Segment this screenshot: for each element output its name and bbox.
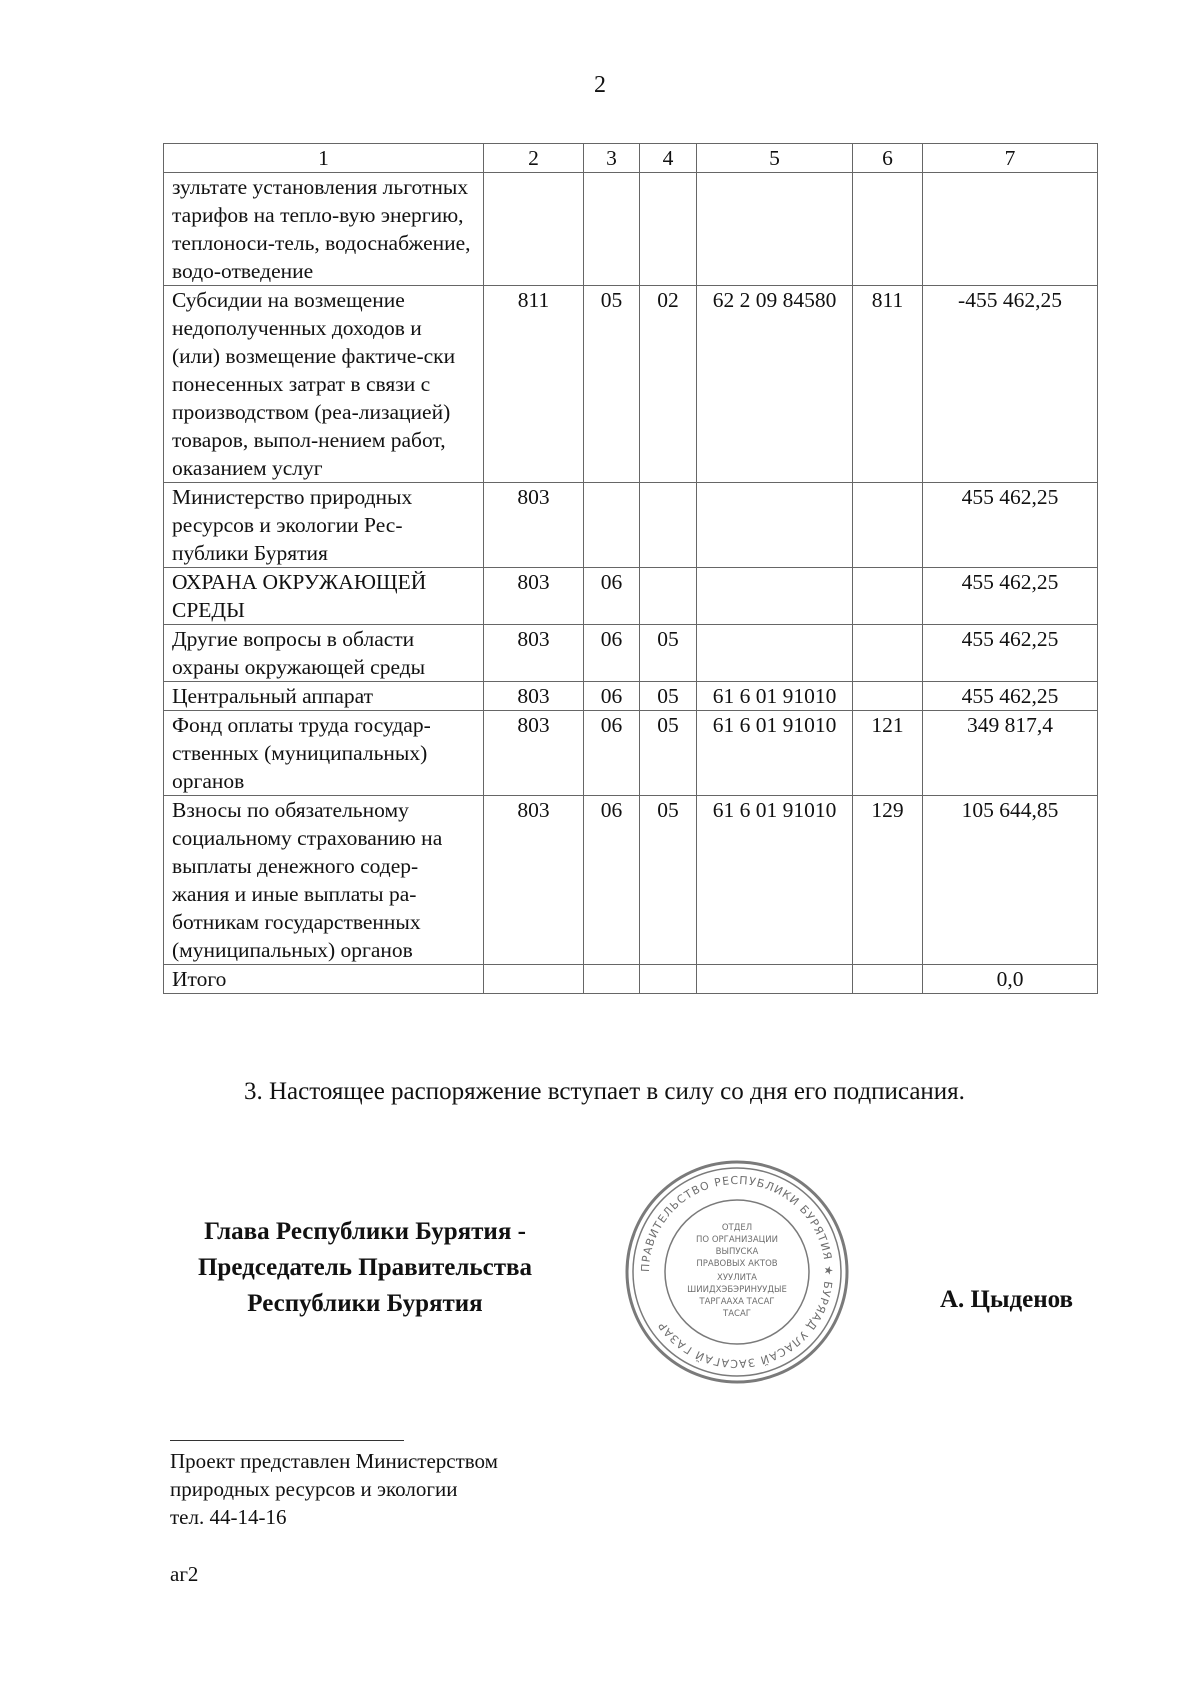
stamp-outer-text: ПРАВИТЕЛЬСТВО РЕСПУБЛИКИ БУРЯТИЯ ★ БУРЯАД УЛАСАЙ ЗАСАГАЙ ГАЗАР: [638, 1173, 836, 1371]
section-cell: 06: [584, 682, 640, 711]
budget-table: [163, 143, 1098, 994]
table-row: [164, 483, 1098, 568]
target-article-cell: [697, 625, 853, 682]
table-row: [164, 711, 1098, 796]
amount-cell: 455 462,25: [923, 625, 1098, 682]
svg-text:ПРАВИТЕЛЬСТВО РЕСПУБЛИКИ БУРЯТ: [639, 1174, 835, 1370]
signer-title-line: Глава Республики Бурятия -: [204, 1218, 526, 1245]
stamp-inner-line: ОТДЕЛ: [721, 1223, 753, 1233]
target-article-cell: 62 2 09 84580: [697, 286, 853, 483]
amount-cell: 455 462,25: [923, 682, 1098, 711]
column-header: 6: [853, 144, 923, 173]
row-name-cell: Субсидии на возмещение недополученных доходов и (или) возмещение фактиче-ски понесенных затрат в связи с производством (реа-лизацией) товаров, выпол-нением работ, оказанием услуг: [164, 286, 484, 483]
expense-type-cell: [853, 625, 923, 682]
expense-type-cell: [853, 682, 923, 711]
amount-cell: [923, 173, 1098, 286]
amount-cell: 0,0: [923, 965, 1098, 994]
row-name-cell: Итого: [164, 965, 484, 994]
section-cell: [584, 173, 640, 286]
ministry-code-cell: [484, 173, 584, 286]
stamp-inner-line: ХУУЛИТА: [717, 1273, 757, 1283]
official-stamp: [623, 1158, 851, 1386]
table-row: [164, 286, 1098, 483]
page-number: 2: [594, 72, 606, 98]
signer-name: А. Цыденов: [940, 1286, 1074, 1313]
section-cell: 05: [584, 286, 640, 483]
amount-cell: 105 644,85: [923, 796, 1098, 965]
subsection-cell: 05: [640, 711, 697, 796]
expense-type-cell: [853, 568, 923, 625]
target-article-cell: 61 6 01 91010: [697, 796, 853, 965]
signer-title: [160, 1214, 570, 1322]
column-header: 7: [923, 144, 1098, 173]
signer-title-line: Республики Бурятия: [247, 1290, 483, 1317]
amount-cell: 455 462,25: [923, 483, 1098, 568]
column-header: 1: [164, 144, 484, 173]
footnote-line: Проект представлен Министерством: [170, 1449, 498, 1473]
amount-cell: 349 817,4: [923, 711, 1098, 796]
clause-paragraph: 3. Настоящее распоряжение вступает в силу со дня его подписания.: [244, 1078, 965, 1105]
section-cell: [584, 483, 640, 568]
row-name-cell: ОХРАНА ОКРУЖАЮЩЕЙ СРЕДЫ: [164, 568, 484, 625]
row-name-cell: зультате установления льготных тарифов на тепло-вую энергию, теплоноси-тель, водоснабжение, водо-отведение: [164, 173, 484, 286]
expense-type-cell: [853, 965, 923, 994]
ministry-code-cell: 811: [484, 286, 584, 483]
section-cell: 06: [584, 568, 640, 625]
table-row: [164, 682, 1098, 711]
expense-type-cell: 129: [853, 796, 923, 965]
target-article-cell: [697, 568, 853, 625]
footnote: [170, 1447, 498, 1531]
expense-type-cell: 811: [853, 286, 923, 483]
amount-cell: 455 462,25: [923, 568, 1098, 625]
target-article-cell: [697, 965, 853, 994]
table-row: [164, 625, 1098, 682]
stamp-inner-line: ВЫПУСКА: [715, 1247, 759, 1257]
stamp-inner-line: ПРАВОВЫХ АКТОВ: [696, 1259, 778, 1269]
row-name-cell: Другие вопросы в области охраны окружающей среды: [164, 625, 484, 682]
stamp-inner-line: ПО ОРГАНИЗАЦИИ: [696, 1235, 778, 1245]
subsection-cell: [640, 173, 697, 286]
subsection-cell: 02: [640, 286, 697, 483]
table-row: [164, 568, 1098, 625]
table-row: [164, 173, 1098, 286]
table-row: [164, 796, 1098, 965]
subsection-cell: [640, 965, 697, 994]
footnote-line: тел. 44-14-16: [170, 1505, 287, 1529]
stamp-inner-line: ТАСАГ: [723, 1309, 751, 1319]
ministry-code-cell: 803: [484, 625, 584, 682]
subsection-cell: 05: [640, 682, 697, 711]
ministry-code-cell: 803: [484, 568, 584, 625]
footnote-line: природных ресурсов и экологии: [170, 1477, 458, 1501]
row-name-cell: Министерство природных ресурсов и экологии Рес-публики Бурятия: [164, 483, 484, 568]
section-cell: [584, 965, 640, 994]
subsection-cell: 05: [640, 796, 697, 965]
target-article-cell: 61 6 01 91010: [697, 682, 853, 711]
stamp-inner-line: ШИИДХЭБЭРИНУУДЫЕ: [687, 1285, 787, 1295]
target-article-cell: [697, 483, 853, 568]
subsection-cell: [640, 568, 697, 625]
row-name-cell: Фонд оплаты труда государ-ственных (муниципальных) органов: [164, 711, 484, 796]
column-header: 5: [697, 144, 853, 173]
row-name-cell: Центральный аппарат: [164, 682, 484, 711]
amount-cell: -455 462,25: [923, 286, 1098, 483]
ministry-code-cell: 803: [484, 711, 584, 796]
registry-code: аг2: [170, 1562, 199, 1586]
ministry-code-cell: [484, 965, 584, 994]
expense-type-cell: [853, 173, 923, 286]
section-cell: 06: [584, 796, 640, 965]
signer-title-line: Председатель Правительства: [197, 1254, 533, 1281]
footnote-divider: [170, 1440, 404, 1441]
expense-type-cell: [853, 483, 923, 568]
column-header: 3: [584, 144, 640, 173]
table-total-row: [164, 965, 1098, 994]
section-cell: 06: [584, 711, 640, 796]
column-header: 4: [640, 144, 697, 173]
subsection-cell: 05: [640, 625, 697, 682]
expense-type-cell: 121: [853, 711, 923, 796]
target-article-cell: [697, 173, 853, 286]
column-header: 2: [484, 144, 584, 173]
row-name-cell: Взносы по обязательному социальному страхованию на выплаты денежного содер-жания и иные выплаты ра-ботникам государственных (муниципальных) органов: [164, 796, 484, 965]
ministry-code-cell: 803: [484, 483, 584, 568]
subsection-cell: [640, 483, 697, 568]
target-article-cell: 61 6 01 91010: [697, 711, 853, 796]
table-header-row: [164, 144, 1098, 173]
ministry-code-cell: 803: [484, 796, 584, 965]
section-cell: 06: [584, 625, 640, 682]
ministry-code-cell: 803: [484, 682, 584, 711]
stamp-inner-line: ТАРГААХА ТАСАГ: [699, 1297, 775, 1307]
